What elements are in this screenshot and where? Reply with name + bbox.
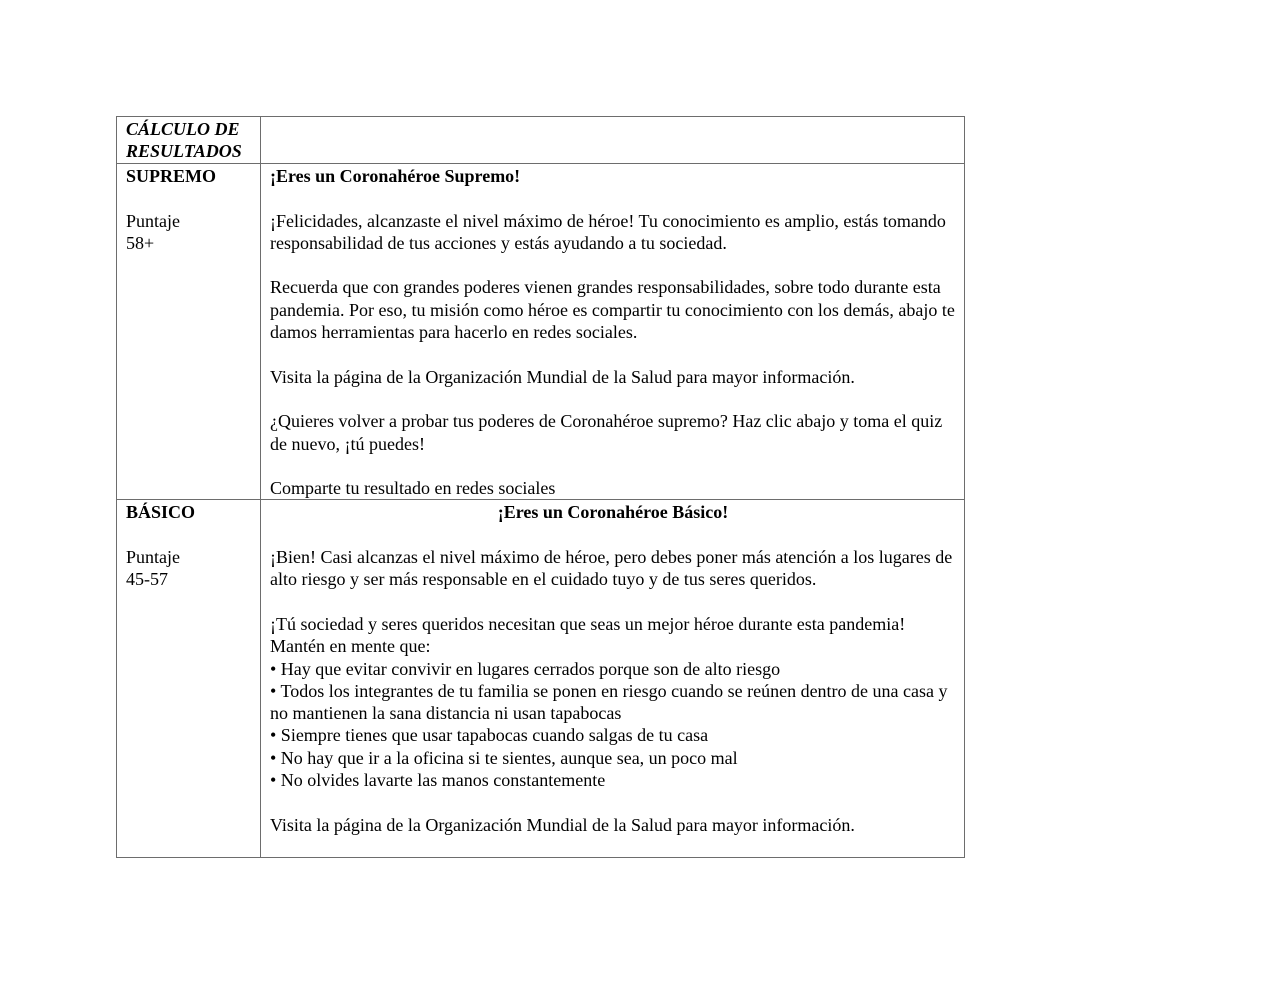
list-item: • Todos los integrantes de tu familia se ponen en riesgo cuando se reúnen dentro de una casa y no mantienen la sana distancia ni usan tapabocas	[270, 680, 948, 724]
table-row-basico	[117, 500, 965, 858]
paragraph: Comparte tu resultado en redes sociales	[270, 478, 556, 499]
score-value: 58+	[126, 232, 155, 253]
paragraph: ¿Quieres volver a probar tus poderes de Coronahéroe supremo? Haz clic abajo y toma el quiz de nuevo, ¡tú puedes!	[270, 411, 943, 454]
paragraph: Recuerda que con grandes poderes vienen grandes responsabilidades, sobre todo durante esta pandemia. Por eso, tu misión como héroe es compartir tu conocimiento con los demás, abajo te damos herramientas para hacerlo en redes sociales.	[270, 277, 955, 343]
table-row-supremo	[117, 164, 965, 500]
score-label: Puntaje	[126, 210, 180, 231]
result-title: ¡Eres un Coronahéroe Supremo!	[270, 166, 521, 186]
list-item: • Siempre tienes que usar tapabocas cuando salgas de tu casa	[270, 725, 709, 746]
score-value: 45-57	[126, 569, 168, 590]
paragraph: ¡Tú sociedad y seres queridos necesitan que seas un mejor héroe durante esta pandemia!	[270, 613, 906, 634]
header-right-cell	[261, 117, 965, 164]
results-table	[116, 116, 965, 858]
list-item: • No olvides lavarte las manos constantemente	[270, 770, 606, 791]
paragraph: ¡Bien! Casi alcanzas el nivel máximo de héroe, pero debes poner más atención a los lugares de alto riesgo y ser más responsable en el cuidado tuyo y de tus seres queridos.	[270, 547, 953, 590]
header-title-line-1: CÁLCULO DE	[126, 119, 240, 139]
description-cell-supremo	[261, 164, 965, 500]
level-cell-basico	[117, 500, 261, 858]
list-item: • Hay que evitar convivir en lugares cerrados porque son de alto riesgo	[270, 658, 781, 679]
header-left-cell	[117, 117, 261, 164]
header-title-line-2: RESULTADOS	[126, 141, 242, 162]
score-label: Puntaje	[126, 547, 180, 568]
description-cell-basico	[261, 500, 965, 858]
level-cell-supremo	[117, 164, 261, 500]
level-name: SUPREMO	[126, 166, 216, 186]
paragraph: ¡Felicidades, alcanzaste el nivel máximo de héroe! Tu conocimiento es amplio, estás tomando responsabilidad de tus acciones y estás ayudando a tu sociedad.	[270, 210, 946, 253]
paragraph: Visita la página de la Organización Mundial de la Salud para mayor información.	[270, 366, 855, 387]
paragraph: Visita la página de la Organización Mundial de la Salud para mayor información.	[270, 814, 855, 835]
paragraph: Mantén en mente que:	[270, 636, 431, 657]
result-title: ¡Eres un Coronahéroe Básico!	[497, 502, 729, 523]
table-header-row	[117, 117, 965, 164]
level-name: BÁSICO	[126, 502, 196, 523]
list-item: • No hay que ir a la oficina si te sientes, aunque sea, un poco mal	[270, 747, 738, 768]
